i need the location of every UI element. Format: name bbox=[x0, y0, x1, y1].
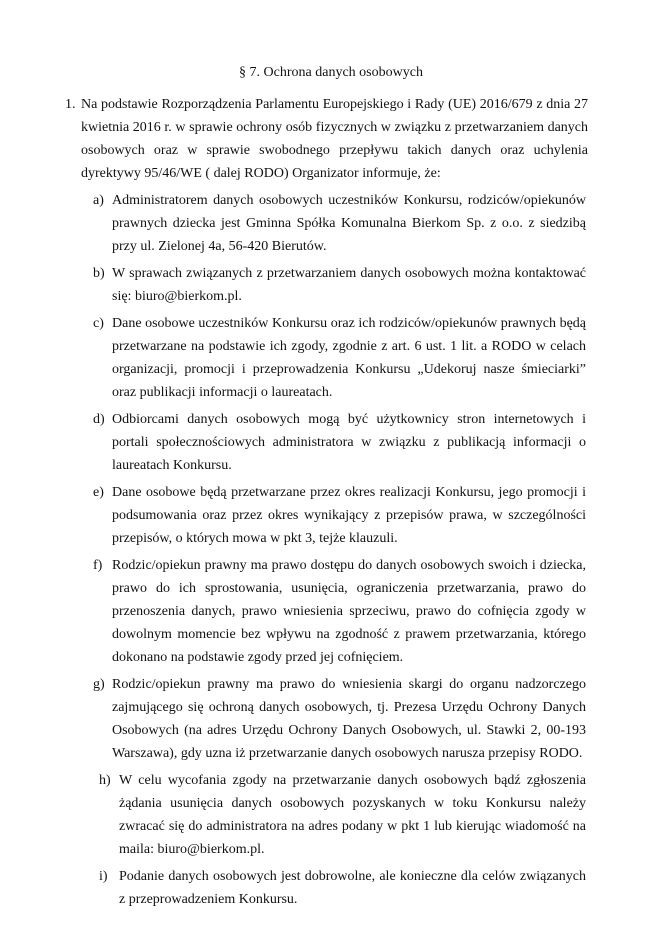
list-item-b bbox=[0, 262, 662, 308]
paragraph-number: 1. bbox=[65, 97, 76, 112]
item-text: Dane osobowe będą przetwarzane przez okres realizacji Konkursu, jego promocji i podsumowania oraz przez okres wynikający z przepisów prawa, w szczególności przepisów, o których mowa w pkt 3, tejże klauzuli. bbox=[112, 485, 586, 546]
list-item-i bbox=[0, 865, 662, 911]
list-item-e bbox=[0, 481, 662, 550]
item-label: d) bbox=[93, 412, 105, 427]
section-title: § 7. Ochrona danych osobowych bbox=[239, 65, 423, 80]
list-item-f bbox=[0, 554, 662, 669]
paragraph-1 bbox=[65, 93, 588, 185]
item-label: i) bbox=[99, 869, 108, 884]
item-label: g) bbox=[93, 677, 105, 692]
item-text: Rodzic/opiekun prawny ma prawo dostępu do danych osobowych swoich i dziecka, prawo do ich sprostowania, usunięcia, ograniczenia przetwarzania, prawo do przenoszenia danych, prawo wniesienia sprzeciwu, prawo do cofnięcia zgody w dowolnym momencie bez wpływu na zgodność z prawem przetwarzania, którego dokonano na podstawie zgody przed jej cofnięciem. bbox=[112, 558, 586, 665]
item-label: a) bbox=[93, 193, 104, 208]
item-label: h) bbox=[99, 773, 111, 788]
item-text: Odbiorcami danych osobowych mogą być użytkownicy stron internetowych i portali społecznościowych administratora w związku z publikacją informacji o laureatach Konkursu. bbox=[112, 412, 586, 473]
list-item-g bbox=[0, 673, 662, 765]
item-text: W celu wycofania zgody na przetwarzanie danych osobowych bądź zgłoszenia żądania usunięcia danych osobowych pozyskanych w toku Konkursu należy zwracać się do administratora na adres podany w pkt 1 lub kierując wiadomość na maila: biuro@bierkom.pl. bbox=[119, 773, 586, 857]
item-label: e) bbox=[93, 485, 104, 500]
list-item-h bbox=[0, 769, 662, 861]
item-text: Administratorem danych osobowych uczestników Konkursu, rodziców/opiekunów prawnych dziecka jest Gminna Spółka Komunalna Bierkom Sp. z o.o. z siedzibą przy ul. Zielonej 4a, 56-420 Bierutów. bbox=[112, 193, 586, 254]
item-text: Podanie danych osobowych jest dobrowolne, ale konieczne dla celów związanych z przeprowadzeniem Konkursu. bbox=[119, 869, 586, 907]
item-text: Dane osobowe uczestników Konkursu oraz ich rodziców/opiekunów prawnych będą przetwarzane na podstawie ich zgody, zgodnie z art. 6 ust. 1 lit. a RODO w celach organizacji, promocji i przeprowadzenia Konkursu „Udekoruj nasze śmieciarki” oraz publikacji informacji o laureatach. bbox=[112, 316, 586, 400]
list-item-d bbox=[0, 408, 662, 477]
paragraph-text: Na podstawie Rozporządzenia Parlamentu Europejskiego i Rady (UE) 2016/679 z dnia 27 kwietnia 2016 r. w sprawie ochrony osób fizycznych w związku z przetwarzaniem danych osobowych oraz w sprawie swobodnego przepływu takich danych oraz uchylenia dyrektywy 95/46/WE ( dalej RODO) Organizator informuje, że: bbox=[81, 97, 588, 181]
item-list bbox=[0, 189, 662, 915]
list-item-c bbox=[0, 312, 662, 404]
item-text: Rodzic/opiekun prawny ma prawo do wniesienia skargi do organu nadzorczego zajmującego się ochroną danych osobowych, tj. Prezesa Urzędu Ochrony Danych Osobowych (na adres Urzędu Ochrony Danych Osobowych, ul. Stawki 2, 00-193 Warszawa), gdy uzna iż przetwarzanie danych osobowych narusza przepisy RODO. bbox=[112, 677, 586, 761]
item-label: b) bbox=[93, 266, 105, 281]
item-label: f) bbox=[93, 558, 103, 573]
item-label: c) bbox=[93, 316, 104, 331]
item-text: W sprawach związanych z przetwarzaniem danych osobowych można kontaktować się: biuro@bierkom.pl. bbox=[112, 266, 586, 304]
list-item-a bbox=[0, 189, 662, 258]
